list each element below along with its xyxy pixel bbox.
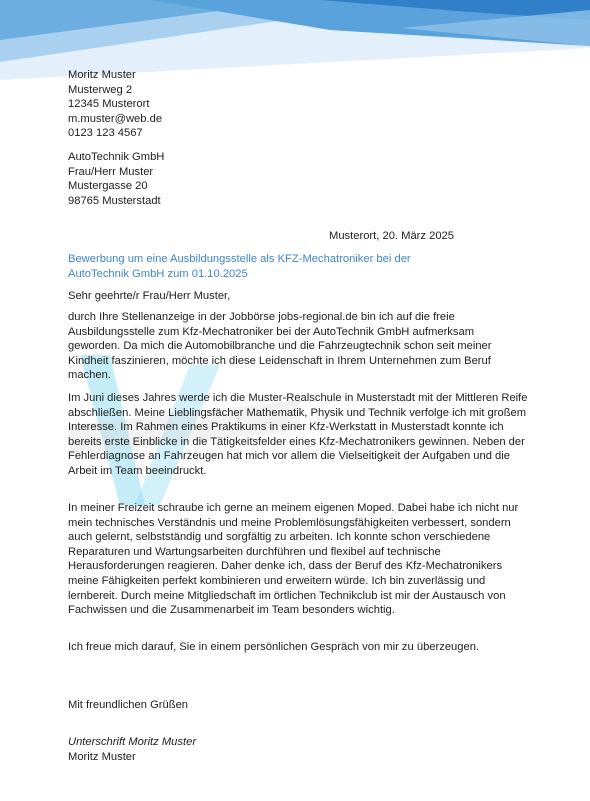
recipient-street: Mustergasse 20 xyxy=(68,180,148,193)
recipient-address xyxy=(68,150,164,208)
letter-subject: Bewerbung um eine Ausbildungsstelle als KFZ-Mechatroniker bei der AutoTechnik GmbH zum 01.10.2025 xyxy=(68,253,411,280)
sender-name: Moritz Muster xyxy=(68,69,136,81)
letter-date: Musterort, 20. März 2025 xyxy=(329,230,454,242)
signature: Unterschrift Moritz Muster xyxy=(68,736,197,748)
salutation: Sehr geehrte/r Frau/Herr Muster, xyxy=(68,290,231,302)
recipient-contact: Frau/Herr Muster xyxy=(68,165,154,178)
body-paragraph-4: Ich freue mich darauf, Sie in einem persönlichen Gespräch von mir zu überzeugen. xyxy=(68,641,480,653)
sender-street: Musterweg 2 xyxy=(68,83,133,96)
closing-phrase: Mit freundlichen Grüßen xyxy=(68,699,189,711)
signature-name: Moritz Muster xyxy=(68,751,136,763)
body-paragraph-3: In meiner Freizeit schraube ich gerne an meinem eigenen Moped. Dabei habe ich nicht nur mein technisches Verständnis und meine Problemlösungsfähigkeiten verbessert, sondern auch gelernt, selbstständig und sorgfältig zu arbeiten. Ich konnte schon verschiedene Reparaturen und Wartungsarbeiten durchführen und flexibel auf technische Herausforderungen reagieren. Daher denke ich, dass der Beruf des Kfz-Mechatronikers meine Fähigkeiten perfekt kombinieren und erweitern würde. Ich bin zuverlässig und lernbereit. Durch meine Mitgliedschaft im örtlichen Technikclub ist mir der Austausch von Fachwissen und die Zusammenarbeit im Team besonders wichtig. xyxy=(68,502,519,617)
body-paragraph-2: Im Juni dieses Jahres werde ich die Muster-Realschule in Musterstadt mit der Mittleren Reife abschließen. Meine Lieblingsfächer Mathematik, Physik und Technik verfolge ich mit großem Interesse. Im Rahmen eines Praktikums in einer Kfz-Werkstatt in Musterstadt konnte ich bereits erste Einblicke in die Tätigkeitsfelder eines Kfz-Mechatronikers gewinnen. Neben der Fehlerdiagnose an Fahrzeugen hat mich vor allem die Vielseitigkeit der Aufgaben und die Arbeit im Team beeindruckt. xyxy=(68,392,528,477)
recipient-city: 98765 Musterstadt xyxy=(68,194,161,207)
sender-city: 12345 Musterort xyxy=(68,98,150,111)
body-paragraph-1: durch Ihre Stellenanzeige in der Jobbörse jobs-regional.de bin ich auf die freie Ausbildungsstelle zum Kfz-Mechatroniker bei der AutoTechnik GmbH aufmerksam geworden. Da mich die Automobilbranche und die Fahrzeugtechnik schon seit meiner Kindheit faszinieren, möchte ich diese Leidenschaft in Ihrem Unternehmen zum Beruf machen. xyxy=(68,311,492,382)
sender-phone: 0123 123 4567 xyxy=(68,127,143,140)
recipient-company: AutoTechnik GmbH xyxy=(68,151,165,163)
sender-email: m.muster@web.de xyxy=(68,112,163,125)
sender-address xyxy=(68,68,162,141)
